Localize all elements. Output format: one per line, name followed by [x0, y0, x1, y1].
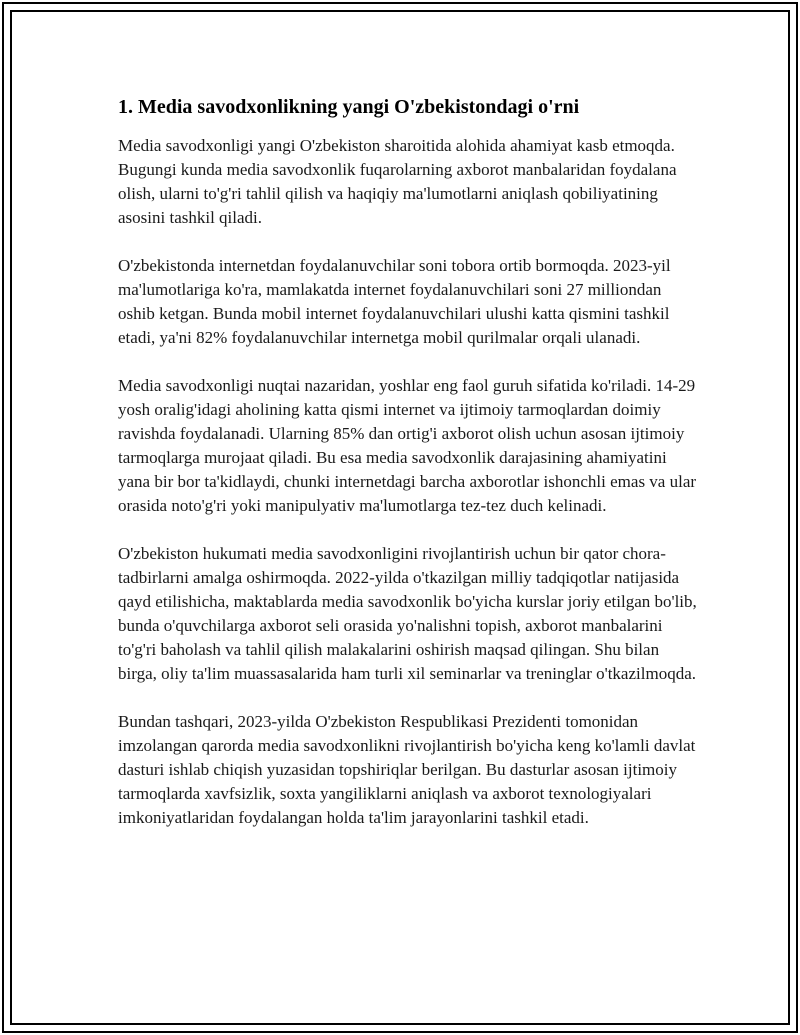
paragraph-government: O'zbekiston hukumati media savodxonligini rivojlantirish uchun bir qator chora-tadbirlarni amalga oshirmoqda. 2022-yilda o'tkazilgan milliy tadqiqotlar natijasida qayd etilishicha, maktablarda media savodxonlik bo'yicha kurslar joriy etilgan bo'lib, bunda o'quvchilarga axborot seli orasida yo'nalishni topish, axborot manbalarini to'g'ri baholash va tahlil qilish malakalarini oshirish maqsad qilingan. Shu bilan birga, oliy ta'lim muassasalarida ham turli xil seminarlar va treninglar o'tkazilmoqda. — [118, 544, 697, 683]
paragraph-internet-users: O'zbekistonda internetdan foydalanuvchilar soni tobora ortib bormoqda. 2023-yil ma'lumotlariga ko'ra, mamlakatda internet foydalanuvchilari soni 27 milliondan oshib ketgan. Bunda mobil internet foydalanuvchilari ulushi katta qismini tashkil etadi, ya'ni 82% foydalanuvchilar internetga mobil qurilmalar orqali ulanadi. — [118, 256, 671, 347]
document-body — [118, 94, 698, 854]
paragraph-youth: Media savodxonligi nuqtai nazaridan, yoshlar eng faol guruh sifatida ko'riladi. 14-29 yosh oralig'idagi aholining katta qismi internet va ijtimoiy tarmoqlardan doimiy ravishda foydalanadi. Ularning 85% dan ortig'i axborot olish uchun asosan ijtimoiy tarmoqlarga murojaat qiladi. Bu esa media savodxonlik darajasining ahamiyatini yana bir bor ta'kidlaydi, chunki internetdagi barcha axborotlar ishonchli emas va ular orasida noto'g'ri yoki manipulyativ ma'lumotlarga tez-tez duch kelinadi. — [118, 376, 697, 515]
section-heading: 1. Media savodxonlikning yangi O'zbekistondagi o'rni — [118, 96, 580, 118]
paragraph-presidential-decree: Bundan tashqari, 2023-yilda O'zbekiston Respublikasi Prezidenti tomonidan imzolangan qarorda media savodxonlikni rivojlantirish bo'yicha keng ko'lamli davlat dasturi ishlab chiqish yuzasidan topshiriqlar berilgan. Bu dasturlar asosan ijtimoiy tarmoqlarda xavfsizlik, soxta yangiliklarni aniqlash va axborot texnologiyalari imkoniyatlaridan foydalangan holda ta'lim jarayonlarini tashkil etadi. — [118, 712, 696, 827]
paragraph-intro: Media savodxonligi yangi O'zbekiston sharoitida alohida ahamiyat kasb etmoqda. Bugungi kunda media savodxonlik fuqarolarning axborot manbalaridan foydalana olish, ularni to'g'ri tahlil qilish va haqiqiy ma'lumotlarni aniqlash qobiliyatining asosini tashkil qiladi. — [118, 136, 677, 227]
